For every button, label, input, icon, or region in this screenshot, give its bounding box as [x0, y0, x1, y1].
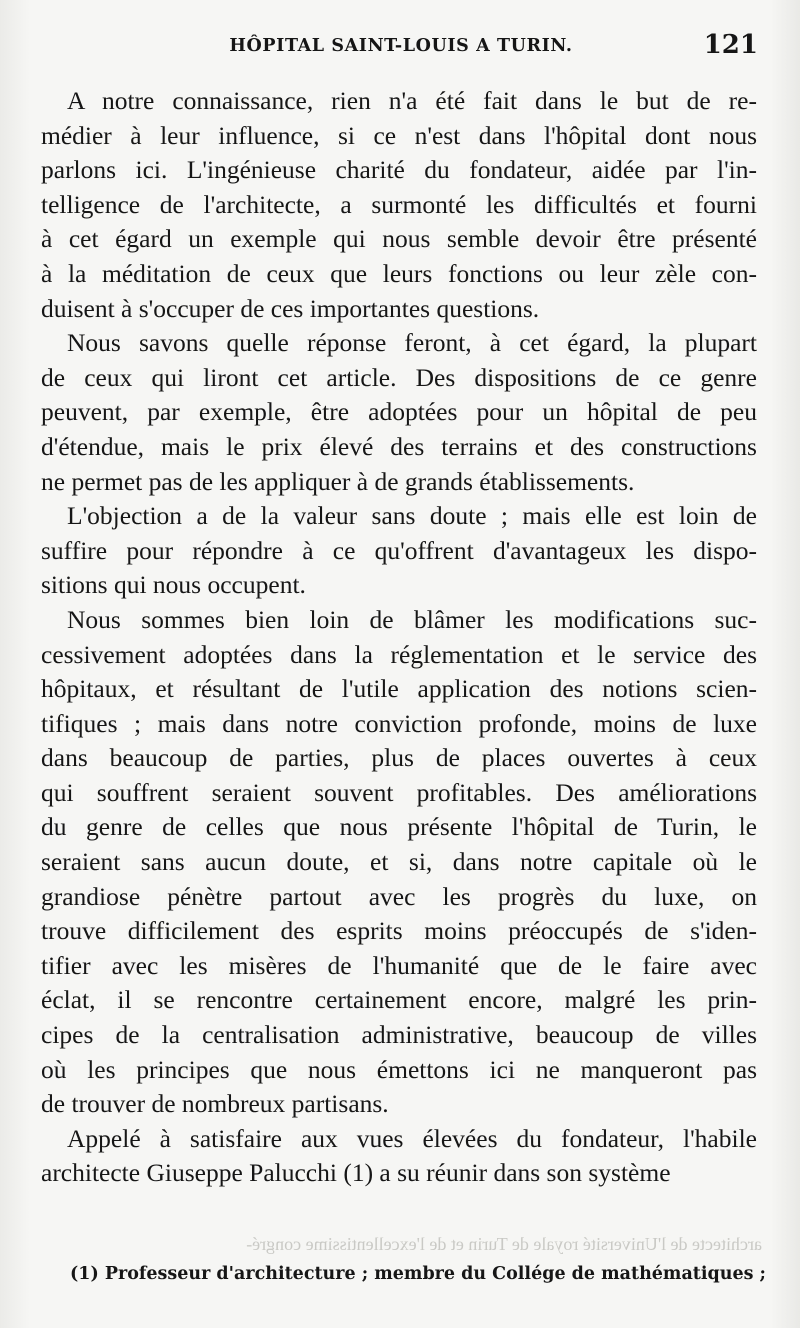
- text-line: parlons ici. L'ingénieuse charité du fondateur, aidée par l'in-: [41, 155, 757, 185]
- text-line: à cet égard un exemple qui nous semble devoir être présenté: [41, 224, 757, 254]
- text-line: de ceux qui liront cet article. Des dispositions de ce genre: [41, 362, 757, 392]
- paragraph: [41, 326, 757, 499]
- text-line: L'objection a de la valeur sans doute ; mais elle est loin de: [67, 501, 757, 531]
- text-line: où les principes que nous émettons ici ne manqueront pas: [41, 1054, 757, 1084]
- running-head: HÔPITAL SAINT-LOUIS A TURIN.: [229, 36, 573, 56]
- paragraph: [41, 1122, 757, 1191]
- text-line: trouve difficilement des esprits moins préoccupés de s'iden-: [41, 916, 757, 946]
- text-line: Nous sommes bien loin de blâmer les modifications suc-: [67, 604, 757, 634]
- text-line: tifier avec les misères de l'humanité que de le faire avec: [41, 950, 757, 980]
- page-header: [40, 30, 762, 66]
- text-line: dans beaucoup de parties, plus de places ouvertes à ceux: [41, 743, 757, 773]
- text-line: du genre de celles que nous présente l'hôpital de Turin, le: [41, 812, 757, 842]
- text-line: d'étendue, mais le prix élevé des terrains et des constructions: [41, 431, 757, 461]
- text-line: de trouver de nombreux partisans.: [41, 1089, 389, 1119]
- text-line: architecte Giuseppe Palucchi (1) a su réunir dans son système: [41, 1158, 671, 1188]
- text-line: Appelé à satisfaire aux vues élevées du fondateur, l'habile: [67, 1123, 757, 1153]
- text-line: hôpitaux, et résultant de l'utile application des notions scien-: [41, 674, 757, 704]
- paragraph: [41, 84, 757, 326]
- text-line: à la méditation de ceux que leurs fonctions ou leur zèle con-: [41, 258, 757, 288]
- text-line: qui souffrent seraient souvent profitables. Des améliorations: [41, 777, 757, 807]
- paragraph: [41, 603, 757, 1122]
- text-line: ne permet pas de les appliquer à de grands établissements.: [41, 466, 635, 496]
- text-line: A notre connaissance, rien n'a été fait dans le but de re-: [67, 86, 757, 115]
- text-line: telligence de l'architecte, a surmonté les difficultés et fourni: [41, 189, 757, 219]
- text-line: tifiques ; mais dans notre conviction profonde, moins de luxe: [41, 708, 757, 738]
- text-line: Nous savons quelle réponse feront, à cet égard, la plupart: [67, 328, 757, 358]
- text-line: éclat, il se rencontre certainement encore, malgré les prin-: [41, 985, 757, 1015]
- text-line: grandiose pénètre partout avec les progrès du luxe, on: [41, 881, 757, 911]
- bleed-through-text: architecte de l'Université royale de Turin et de l'excellentissime congré-: [246, 1234, 762, 1254]
- page-number: 121: [703, 30, 758, 60]
- body-text: [41, 84, 757, 1191]
- footnote: (1) Professeur d'architecture ; membre du Collége de mathématiques ;: [70, 1264, 767, 1284]
- text-line: seraient sans aucun doute, et si, dans notre capitale où le: [41, 847, 757, 877]
- text-line: cipes de la centralisation administrative, beaucoup de villes: [41, 1020, 757, 1050]
- text-line: peuvent, par exemple, être adoptées pour un hôpital de peu: [41, 397, 757, 427]
- paragraph: [41, 499, 757, 603]
- text-line: duisent à s'occuper de ces importantes questions.: [41, 293, 540, 323]
- text-line: suffire pour répondre à ce qu'offrent d'avantageux les dispo-: [41, 535, 757, 565]
- text-line: médier à leur influence, si ce n'est dans l'hôpital dont nous: [41, 120, 757, 150]
- text-line: cessivement adoptées dans la réglementation et le service des: [41, 639, 757, 669]
- text-line: sitions qui nous occupent.: [41, 570, 306, 600]
